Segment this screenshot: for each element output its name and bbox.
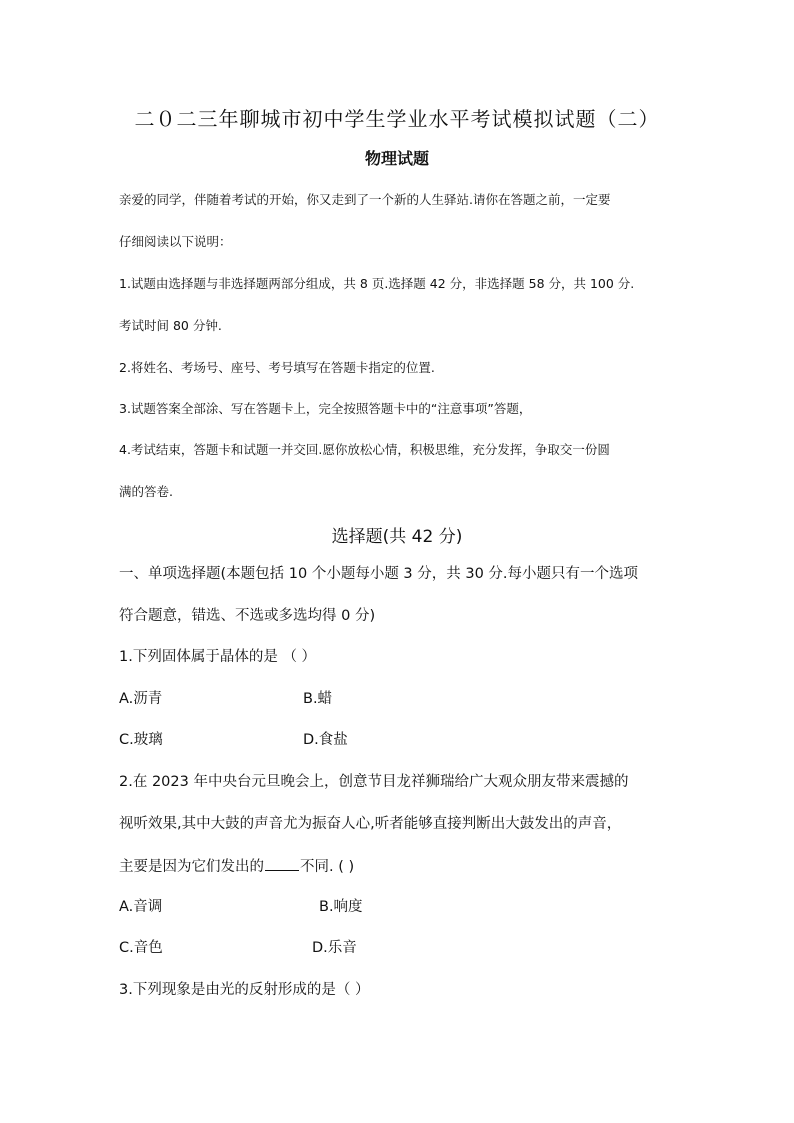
instruction-item1-cont: 考试时间 80 分钟. [119,318,222,333]
question-1-option-c: C.玻璃 [119,732,163,748]
instruction-item3: 3.试题答案全部涂、写在答题卡上，完全按照答题卡中的“注意事项”答题， [119,401,532,416]
question-2-option-c: C.音色 [119,940,163,956]
instruction-item2: 2.将姓名、考场号、座号、考号填写在答题卡指定的位置. [119,360,435,375]
question-1-stem: 1.下列固体属于晶体的是 （ ） [119,649,317,665]
section-heading: 选择题(共 42 分) [331,527,463,547]
instruction-item4-cont: 满的答卷. [119,484,173,499]
question-2-option-b: B.响度 [319,899,363,915]
question-2-option-a: A.音调 [119,899,163,915]
question-1-option-d: D.食盐 [303,732,348,748]
exam-subtitle: 物理试题 [364,149,429,168]
question-2-option-d: D.乐音 [312,940,357,956]
question-2-stem-end-suffix: 不同. ( ) [300,859,355,875]
instruction-item4: 4.考试结束，答题卡和试题一并交回.愿你放松心情，积极思维，充分发挥，争取交一份圆 [119,442,610,457]
instruction-item1: 1.试题由选择题与非选择题两部分组成，共 8 页.选择题 42 分，非选择题 58 分，共 100 分. [119,276,635,291]
question-1-option-b: B.蜡 [303,691,333,707]
part1-instructions-cont: 符合题意，错选、不选或多选均得 0 分) [119,608,376,624]
exam-title: 二０二三年聊城市初中学生学业水平考试模拟试题（二） [134,107,660,131]
question-2-stem-end [119,856,354,876]
instructions-line2: 仔细阅读以下说明： [119,234,232,249]
answer-blank [265,856,299,871]
question-2-stem-end-text: 主要是因为它们发出的 [119,859,264,875]
question-2-stem-cont: 视听效果,其中大鼓的声音尤为振奋人心,听者能够直接判断出大鼓发出的声音， [119,816,622,832]
question-3-stem: 3.下列现象是由光的反射形成的是（ ） [119,982,370,998]
question-1-option-a: A.沥青 [119,691,163,707]
question-2-stem: 2.在 2023 年中央台元旦晚会上，创意节目龙祥狮瑞给广大观众朋友带来震撼的 [119,774,629,790]
part1-instructions: 一、单项选择题(本题包括 10 个小题每小题 3 分，共 30 分.每小题只有一个选项 [119,566,639,582]
instructions-line1: 亲爱的同学，伴随着考试的开始，你又走到了一个新的人生驿站.请你在答题之前，一定要 [119,192,611,207]
